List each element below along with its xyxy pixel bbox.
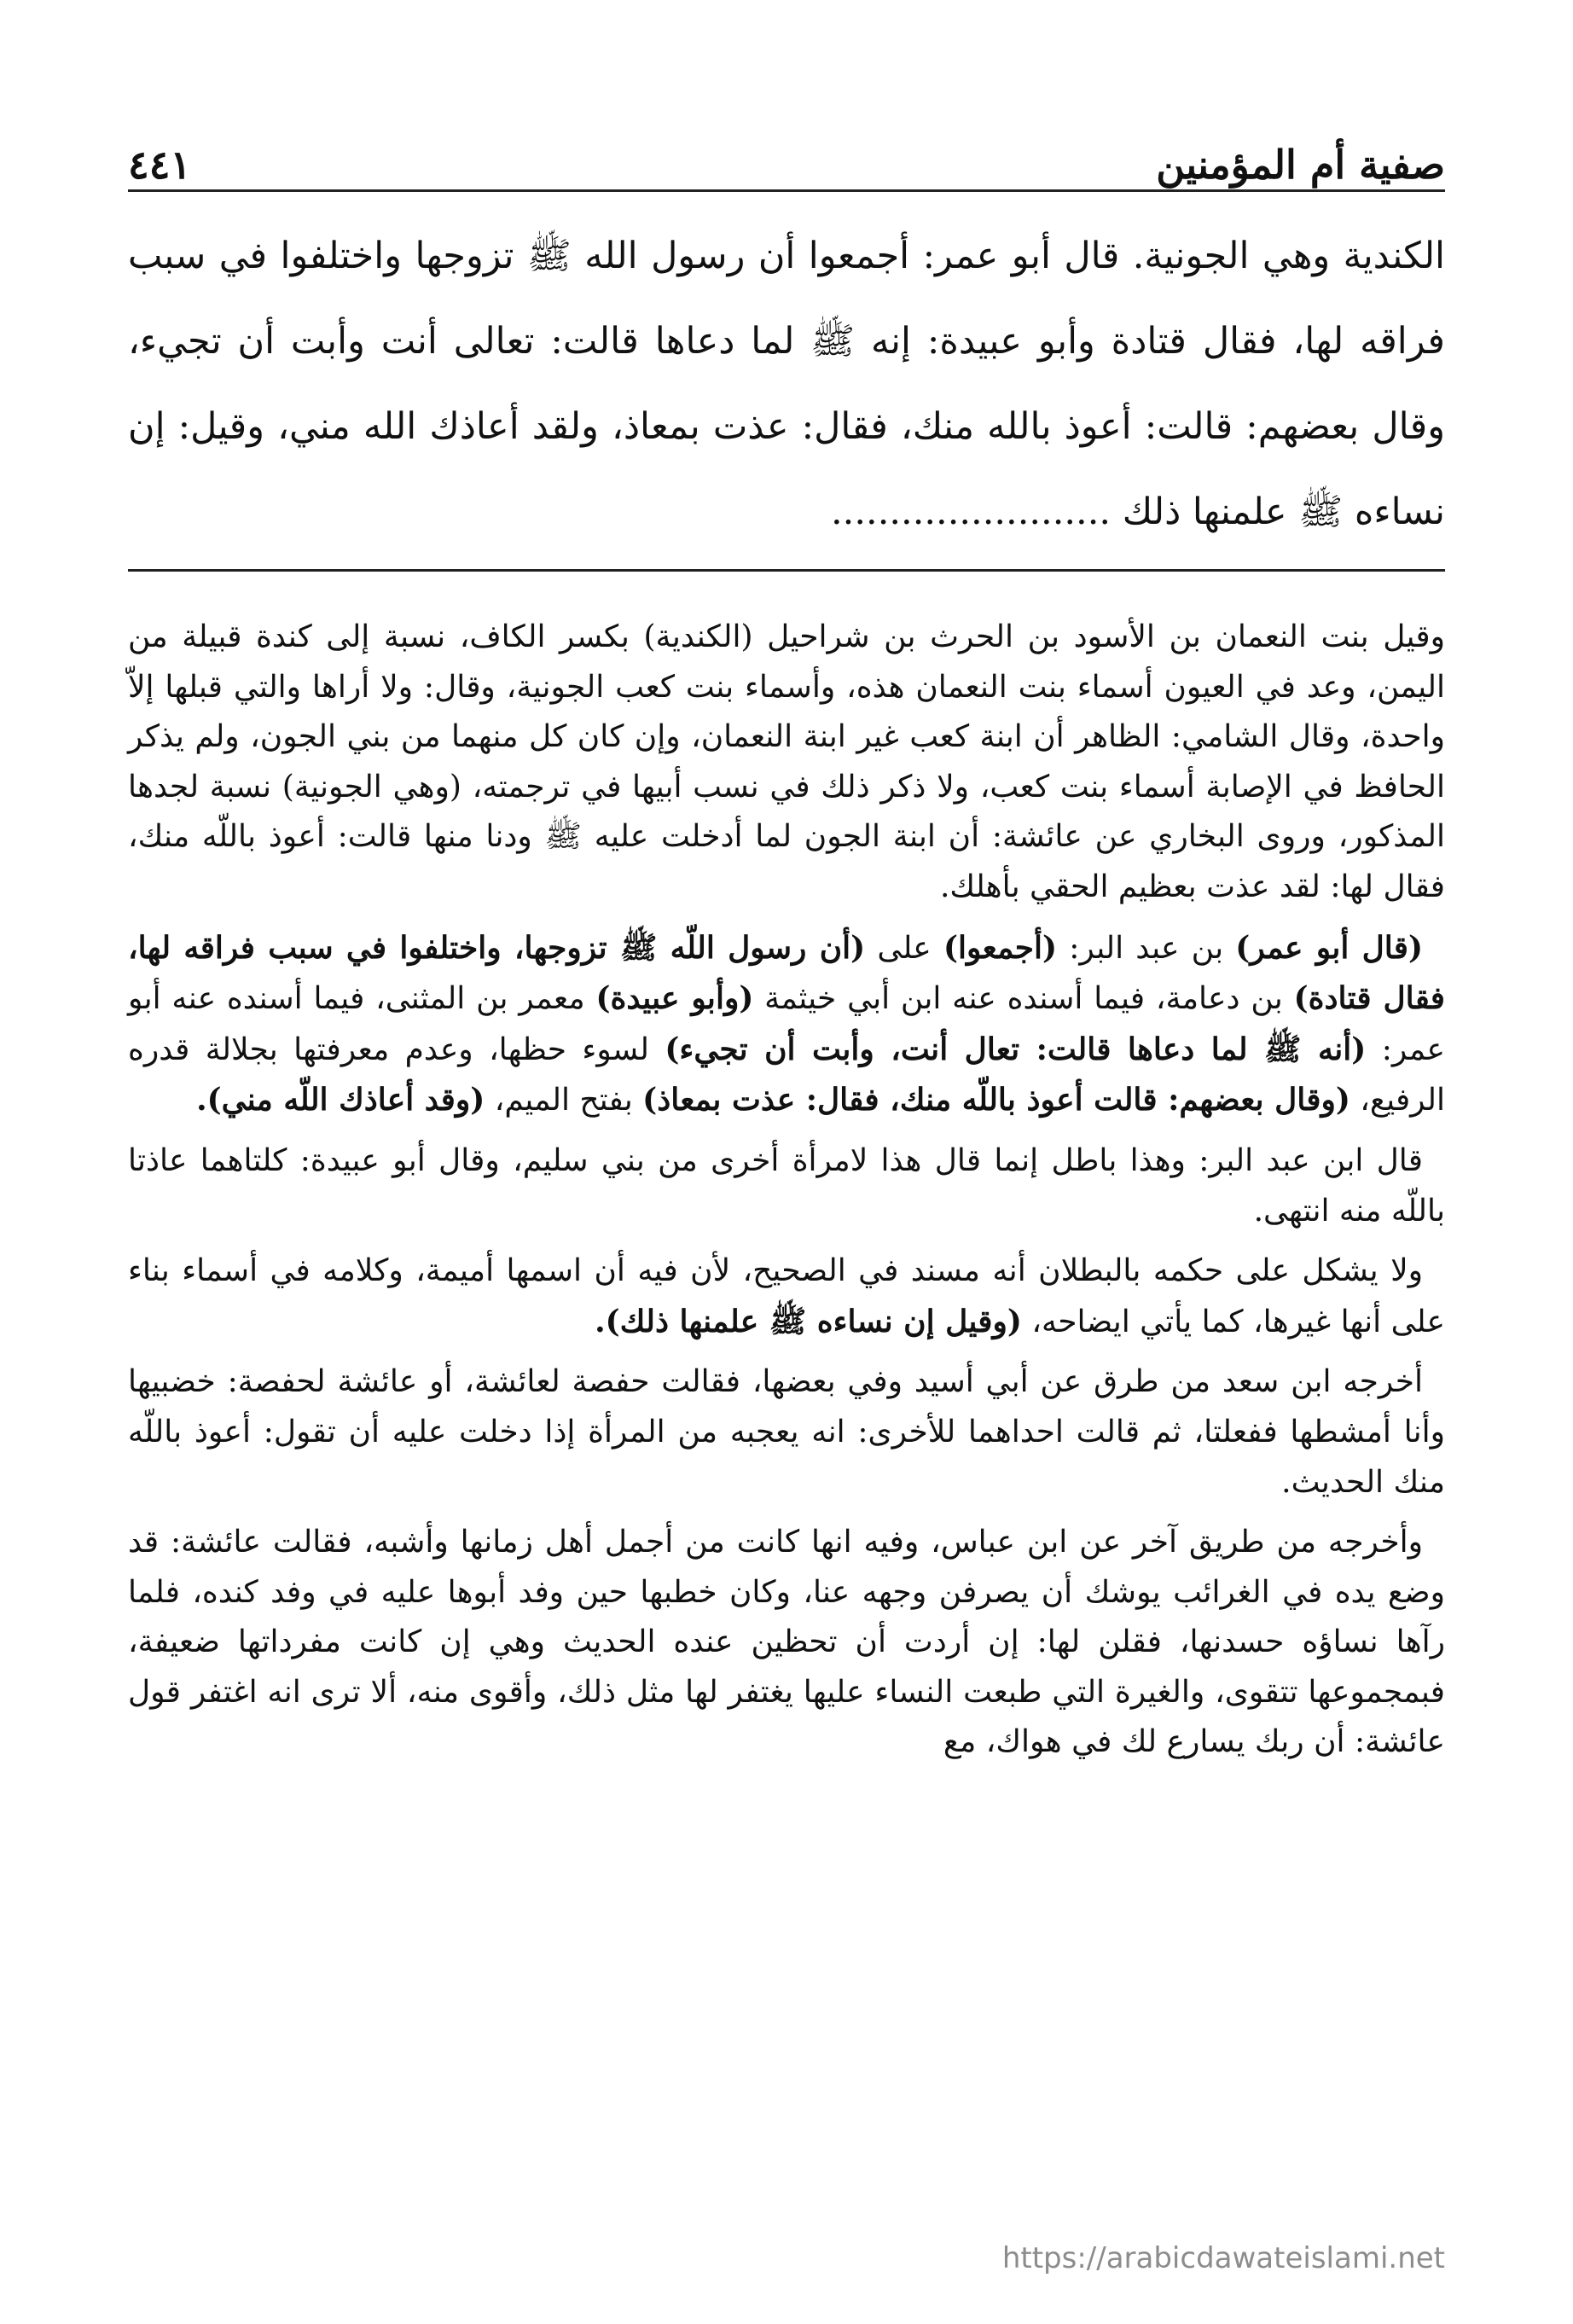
section-divider [128, 569, 1445, 572]
commentary-span: لسوء حظها، وعدم معرفتها بجلالة قدره الرفيع، [128, 1031, 1445, 1118]
commentary-span: ولا يشكل على حكمه بالبطلان أنه مسند في الصحيح، لأن فيه أن اسمها أميمة، وكلامه في أسماء بناء على أنها غيرها، كما يأتي ايضاحه، [128, 1253, 1445, 1339]
matn-paragraph [128, 213, 1445, 555]
matn-text [128, 213, 1445, 555]
quoted-matn: (وقال بعضهم: قالت أعوذ باللّه منك، فقال: عذت بمعاذ) [642, 1082, 1350, 1118]
quoted-matn: (أنه ﷺ لما دعاها قالت: تعال أنت، وأبت أن تجيء) [665, 1031, 1367, 1067]
commentary-paragraph-2 [128, 923, 1445, 1126]
watermark-url: https://arabicdawateislami.net [1001, 2241, 1445, 2275]
commentary-paragraph-5: أخرجه ابن سعد من طرق عن أبي أسيد وفي بعضها، فقالت حفصة لعائشة، أو عائشة لحفصة: خضبيها وأنا أمشطها ففعلتا، ثم قالت احداهما للأخرى: انه يعجبه من المرأة إذا دخلت عليه أن تقول: أعوذ باللّه منك الحديث. [128, 1364, 1445, 1500]
matn-dots: ........................ [831, 491, 1112, 533]
commentary-span: على [865, 930, 943, 966]
commentary-paragraph-3: قال ابن عبد البر: وهذا باطل إنما قال هذا لامرأة أخرى من بني سليم، وقال أبو عبيدة: كلتاهما عاذتا باللّه منه انتهى. [128, 1142, 1445, 1229]
commentary-paragraph-6: وأخرجه من طريق آخر عن ابن عباس، وفيه انها كانت من أجمل أهل زمانها وأشبه، فقالت عائشة: قد وضع يده في الغرائب يوشك أن يصرفن وجهه عنا، وكان خطبها حين وفد أبوها عليه في وفد كنده، فلما رآها نساؤه حسدنها، فقلن لها: إن أردت أن تحظين عنده الحديث وهي إن كانت مفرداتها ضعيفة، فبمجموعها تتقوى، والغيرة التي طبعت النساء عليها يغتفر لها مثل ذلك، وأقوى منه، ألا ترى انه اغتفر قول عائشة: أن ربك يسارع لك في هواك، مع [128, 1525, 1445, 1760]
quoted-matn: (وقد أعاذك اللّه مني). [196, 1082, 485, 1118]
commentary-span: بفتح الميم، [485, 1083, 643, 1118]
running-title: صفية أم المؤمنين [1156, 142, 1445, 188]
quoted-matn: (أن رسول اللّه ﷺ تزوجها، واختلفوا في سبب فراقه لها، فقال قتادة) [128, 929, 1445, 1017]
matn-body: الكندية وهي الجونية. قال أبو عمر: أجمعوا أن رسول الله ﷺ تزوجها واختلفوا في سبب فراقه لها، فقال قتادة وأبو عبيدة: إنه ﷺ لما دعاها قالت: تعالى أنت وأبت أن تجيء، وقال بعضهم: قالت: أعوذ بالله منك، فقال: عذت بمعاذ، ولقد أعاذك الله مني، وقيل: إن نساءه ﷺ علمنها ذلك [128, 235, 1445, 533]
commentary-paragraph-1: وقيل بنت النعمان بن الأسود بن الحرث بن شراحيل (الكندية) بكسر الكاف، نسبة إلى كندة قبيلة من اليمن، وعد في العيون أسماء بنت النعمان هذه، وأسماء بنت كعب الجونية، وقال: ولا أراها والتي قبلها إلاّ واحدة، وقال الشامي: الظاهر أن ابنة كعب غير ابنة النعمان، وإن كان كل منهما من بني الجون، ولم يذكر الحافظ في الإصابة أسماء بنت كعب، ولا ذكر ذلك في نسب أبيها في ترجمته، (وهي الجونية) نسبة لجدها المذكور، وروى البخاري عن عائشة: أن ابنة الجون لما أدخلت عليه ﷺ ودنا منها قالت: أعوذ باللّه منك، فقال لها: لقد عذت بعظيم الحقي بأهلك. [128, 619, 1445, 904]
page-number: ٤٤١ [128, 142, 192, 188]
commentary-span: بن عبد البر: [1057, 930, 1236, 966]
quoted-matn: (وأبو عبيدة) [595, 980, 754, 1017]
commentary-span: بن دعامة، فيما أسنده عنه ابن أبي خيثمة [753, 981, 1294, 1017]
commentary-text [128, 613, 1445, 1768]
quoted-matn: (أجمعوا) [943, 929, 1058, 966]
header-rule [128, 189, 1445, 192]
commentary-span: معمر بن المثنى، فيما أسنده عنه أبو عمر: [128, 981, 1445, 1067]
commentary-paragraph-4 [128, 1246, 1445, 1347]
quoted-matn: (قال أبو عمر) [1235, 929, 1424, 966]
page-header [128, 94, 1445, 188]
quoted-matn: (وقيل إن نساءه ﷺ علمنها ذلك). [595, 1303, 1022, 1339]
